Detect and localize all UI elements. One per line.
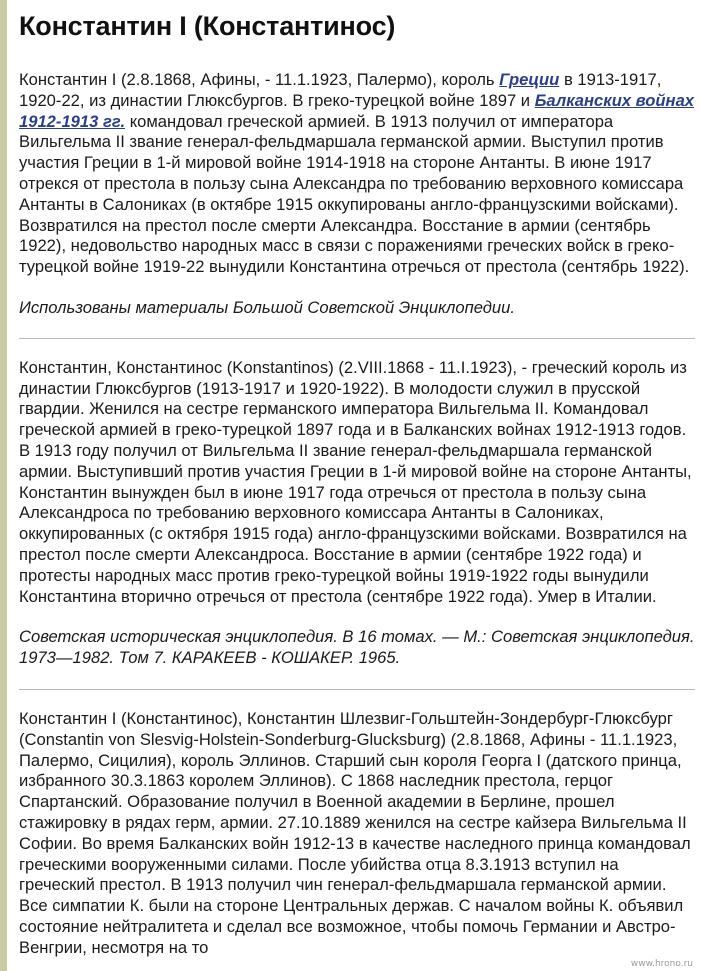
link-greece[interactable]: Греции	[499, 70, 560, 89]
left-border-strip	[0, 0, 7, 971]
article-page	[19, 0, 695, 958]
article-1-text-part-2: в 1913-1917, 1920-22, из династии Глюксбургов. В греко-турецкой войне 1897 и	[19, 70, 662, 110]
section-divider-1	[19, 338, 695, 339]
article-3-text: Константин I (Константинос), Константин Шлезвиг-Гольштейн-Зондербург-Глюксбург (Constantin von Slesvig-Holstein-Sonderburg-Glucksburg) (2.8.1868, Афины - 11.1.1923, Палермо, Сицилия), король Эллинов. Старший сын короля Георга I (датского принца, избранного 30.3.1863 королем Эллинов). С 1868 наследник престола, герцог Спартанский. Образование получил в Военной академии в Берлине, прошел стажировку в рядах герм, армии. 27.10.1889 женился на сестре кайзера Вильгельма II Софии. Во время Балканских войн 1912-13 в качестве наследного принца командовал греческими вооруженными силами. После убийства отца 8.3.1913 вступил на греческий престол. В 1913 получил чин генерал-фельдмаршала германской армии. Все симпатии К. были на стороне Центральных держав. С началом войны К. объявил состояние нейтралитета и сделал все возможное, чтобы помочь Германии и Австро-Венгрии, несмотря на то	[19, 708, 691, 957]
article-1-text	[19, 70, 695, 278]
article-1-source: Использованы материалы Большой Советской Энциклопедии.	[19, 297, 515, 317]
site-watermark: www.hrono.ru	[630, 959, 693, 969]
link-balkan-wars[interactable]: Балканских войнах 1912-1913 гг.	[19, 90, 695, 131]
article-1-text-part-3: командовал греческой армией. В 1913 получил от императора Вильгельма II звание генерал-фельдмаршала германской армии. Выступил против участия Греции в 1-й мировой войне 1914-1918 на стороне Антанты. В июне 1917 отрекся от престола в пользу сына Александра по требованию верховного комиссара Антанты в Салониках (в октябре 1915 оккупированы англо-французскими войсками). Возвратился на престол после смерти Александра. Восстание в армии (сентябрь 1922), недовольство народных масс в связи с поражениями греческих войск в греко-турецкой войне 1919-22 вынудили Константина отречься от престола (сентябрь 1922).	[19, 111, 690, 277]
section-divider-2	[19, 689, 695, 690]
article-2-text: Константин, Константинос (Konstantinos) (2.VIII.1868 - 11.I.1923), - греческий король из династии Глюксбургов (1913-1917 и 1920-1922). В молодости служил в прусской гвардии. Женился на сестре германского императора Вильгельма II. Командовал греческой армией в греко-турецкой 1897 года и в Балканских войнах 1912-1913 годов. В 1913 году получил от Вильгельма II звание генерал-фельдмаршала германской армии. Выступивший против участия Греции в 1-й мировой войне на стороне Антанты, Константин вынужден был в июне 1917 года отречься от престола в пользу сына Александроса по требованию верховного комиссара Антанты в Салониках, оккупированных (с октября 1915 года) англо-французскими войсками. Возвратился на престол после смерти Александроса. Восстание в армии (сентябре 1922 года) и протесты народных масс против греко-турецкой войны 1919-1922 годы вынудили Константина вторично отречься от престола (сентябре 1922 года). Умер в Италии.	[19, 357, 692, 606]
article-1-text-part-1: Константин I (2.8.1868, Афины, - 11.1.1923, Палермо), король	[19, 70, 500, 89]
article-2-source: Советская историческая энциклопедия. В 16 томах. — М.: Советская энциклопедия. 1973—1982. Том 7. КАРАКЕЕВ - КОШАКЕР. 1965.	[19, 627, 695, 668]
page-title: Константин I (Константинос)	[19, 11, 396, 41]
